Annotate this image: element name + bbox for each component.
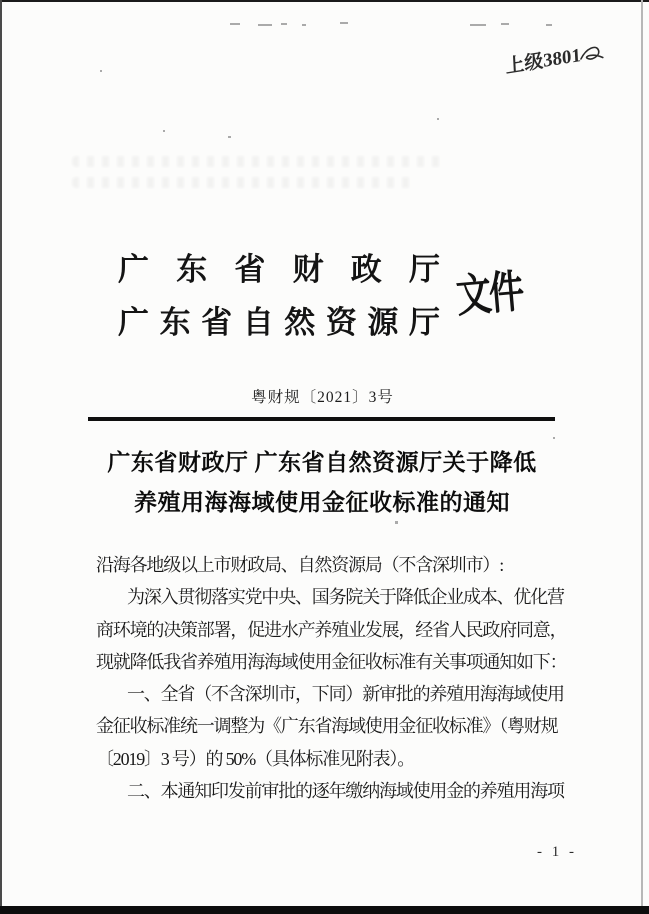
- scan-edge-left: [0, 0, 2, 914]
- letterhead-agencies: [118, 240, 440, 346]
- body-line: 〔2019〕3 号）的 50%（具体标准见附表）。: [96, 748, 414, 769]
- scan-edge-bottom: [0, 906, 649, 914]
- agency-name-line2: 广 东 省 自 然 资 源 厅: [118, 305, 440, 340]
- document-title: [72, 443, 572, 523]
- body-line: 为深入贯彻落实党中央、国务院关于降低企业成本、优化营: [127, 587, 564, 608]
- scan-noise: [100, 70, 102, 72]
- handwriting-flourish-icon: [578, 41, 605, 67]
- scan-noise: [501, 23, 509, 25]
- scan-noise: [546, 24, 552, 26]
- scan-noise: [258, 24, 272, 26]
- scan-noise: [340, 22, 348, 24]
- scan-noise: [281, 23, 287, 25]
- ink-bleed-through: [72, 156, 442, 167]
- scan-noise: [302, 24, 306, 26]
- scan-noise: [470, 24, 486, 26]
- ink-bleed-through: [72, 177, 412, 188]
- document-title-line1: 广东省财政厅 广东省自然资源厅关于降低: [107, 450, 537, 475]
- document-number: 粤财规〔2021〕3号: [251, 389, 394, 406]
- scan-noise: [163, 130, 165, 132]
- handwritten-note-text: 上级3801: [505, 44, 582, 78]
- body-line: 沿海各地级以上市财政局、自然资源局（不含深圳市）:: [96, 555, 503, 575]
- scan-noise: [228, 136, 231, 138]
- page-number: - 1 -: [537, 844, 577, 860]
- scan-edge-top: [0, 0, 649, 2]
- body-line: 一、全省（不含深圳市，下同）新审批的养殖用海海域使用: [127, 684, 564, 705]
- document-type-label: 文件: [454, 266, 524, 322]
- scan-noise: [437, 118, 439, 120]
- letterhead-separator-line: [88, 417, 555, 421]
- scan-noise: [230, 23, 240, 25]
- body-line: 商环境的决策部署，促进水产养殖业发展，经省人民政府同意，: [96, 619, 567, 640]
- document-body: [96, 549, 566, 807]
- document-title-line2: 养殖用海海域使用金征收标准的通知: [134, 490, 510, 515]
- handwritten-note: [505, 36, 605, 79]
- agency-name-line1: 广 东 省 财 政 厅: [118, 252, 440, 287]
- body-line: 二、本通知印发前审批的逐年缴纳海域使用金的养殖用海项: [127, 781, 564, 802]
- scan-noise: [553, 437, 555, 439]
- body-line: 金征收标准统一调整为《广东省海域使用金征收标准》（粤财规: [96, 716, 558, 737]
- scan-edge-right: [641, 0, 643, 914]
- body-line: 现就降低我省养殖用海海域使用金征收标准有关事项通知如下：: [96, 651, 567, 672]
